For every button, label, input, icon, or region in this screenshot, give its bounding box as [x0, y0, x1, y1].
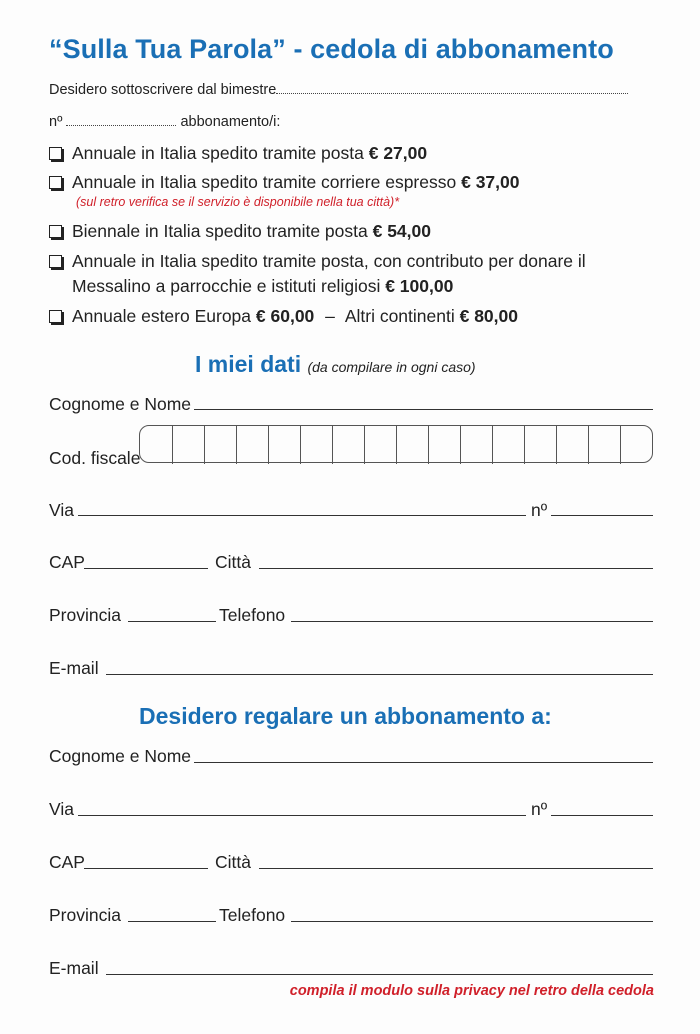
option-annual-post[interactable]	[49, 143, 427, 164]
gift-zip-label: CAP	[49, 852, 85, 872]
option-price: € 100,00	[385, 276, 454, 296]
separator: –	[325, 306, 335, 326]
tax-code-cell	[492, 426, 493, 464]
gift-province-field[interactable]	[128, 921, 216, 922]
phone-field[interactable]	[291, 621, 653, 622]
bimester-field[interactable]	[276, 92, 628, 94]
gift-city-field[interactable]	[259, 868, 653, 869]
street-field[interactable]	[78, 515, 526, 516]
checkbox[interactable]	[49, 255, 62, 268]
option-annual-donation-line2	[72, 276, 453, 297]
zip-label: CAP	[49, 552, 85, 572]
option-price-b: € 80,00	[459, 306, 518, 326]
option-label: Annuale in Italia spedito tramite corriere espresso	[72, 172, 457, 192]
zip-field[interactable]	[84, 568, 208, 569]
option-label: Biennale in Italia spedito tramite posta	[72, 221, 368, 241]
tax-code-cell	[332, 426, 333, 464]
privacy-note: compila il modulo sulla privacy nel retro della cedola	[289, 983, 654, 999]
option-annual-express[interactable]	[49, 172, 520, 193]
tax-code-cell	[300, 426, 301, 464]
quantity-prefix: nº	[49, 114, 63, 130]
option-label: Annuale in Italia spedito tramite posta	[72, 143, 364, 163]
tax-code-cell	[620, 426, 621, 464]
province-label: Provincia	[49, 605, 121, 625]
option-label: Annuale estero Europa	[72, 306, 252, 326]
gift-email-label: E-mail	[49, 958, 99, 978]
tax-code-cell	[428, 426, 429, 464]
surname-name-field[interactable]	[194, 409, 653, 410]
gift-email-field[interactable]	[106, 974, 653, 975]
tax-code-label: Cod. fiscale	[49, 448, 141, 468]
option-label: Annuale in Italia spedito tramite posta, con contributo per donare il	[72, 251, 586, 271]
option-label: Messalino a parrocchie e istituti religiosi	[72, 276, 381, 296]
gift-street-field[interactable]	[78, 815, 526, 816]
surname-name-label: Cognome e Nome	[49, 394, 192, 414]
gift-phone-label: Telefono	[219, 905, 286, 925]
tax-code-field[interactable]	[139, 425, 653, 463]
option-price: € 54,00	[372, 221, 431, 241]
option-price: € 37,00	[461, 172, 520, 192]
tax-code-cell	[460, 426, 461, 464]
phone-label: Telefono	[219, 605, 286, 625]
gift-surname-name-label: Cognome e Nome	[49, 746, 192, 766]
province-field[interactable]	[128, 621, 216, 622]
option-label-b: Altri continenti	[344, 306, 455, 326]
gift-heading: Desidero regalare un abbonamento a:	[139, 703, 552, 729]
city-label: Città	[215, 552, 251, 572]
tax-code-cell	[364, 426, 365, 464]
city-field[interactable]	[259, 568, 653, 569]
street-label: Via	[49, 500, 74, 520]
gift-number-field[interactable]	[551, 815, 653, 816]
bimester-row	[49, 82, 628, 98]
gift-number-label: nº	[531, 799, 548, 819]
tax-code-cell	[524, 426, 525, 464]
email-field[interactable]	[106, 674, 653, 675]
tax-code-cell	[172, 426, 173, 464]
gift-surname-name-field[interactable]	[194, 762, 653, 763]
option-biennial-post[interactable]	[49, 221, 431, 242]
tax-code-cell	[588, 426, 589, 464]
gift-street-label: Via	[49, 799, 74, 819]
checkbox[interactable]	[49, 225, 62, 238]
tax-code-cell	[396, 426, 397, 464]
option-price: € 27,00	[368, 143, 428, 163]
gift-zip-field[interactable]	[84, 868, 208, 869]
form-title: “Sulla Tua Parola” - cedola di abbonamento	[49, 34, 614, 64]
express-note: (sul retro verifica se il servizio è disponibile nella tua città)*	[76, 195, 400, 209]
option-price: € 60,00	[255, 306, 315, 326]
option-annual-donation[interactable]	[49, 251, 586, 272]
tax-code-cell	[236, 426, 237, 464]
tax-code-cell	[268, 426, 269, 464]
my-data-heading	[195, 351, 476, 378]
bimester-label: Desidero sottoscrivere dal bimestre	[49, 82, 277, 98]
heading-text: I miei dati	[195, 351, 302, 377]
option-annual-abroad[interactable]	[49, 306, 518, 327]
gift-phone-field[interactable]	[291, 921, 653, 922]
heading-subtext: (da compilare in ogni caso)	[307, 359, 476, 375]
tax-code-cell	[556, 426, 557, 464]
quantity-field[interactable]	[66, 124, 176, 126]
email-label: E-mail	[49, 658, 99, 678]
gift-province-label: Provincia	[49, 905, 121, 925]
number-field[interactable]	[551, 515, 653, 516]
quantity-row	[49, 114, 280, 130]
quantity-label: abbonamento/i:	[180, 114, 281, 130]
checkbox[interactable]	[49, 147, 62, 160]
gift-city-label: Città	[215, 852, 251, 872]
checkbox[interactable]	[49, 176, 62, 189]
tax-code-cell	[204, 426, 205, 464]
checkbox[interactable]	[49, 310, 62, 323]
number-label: nº	[531, 500, 548, 520]
